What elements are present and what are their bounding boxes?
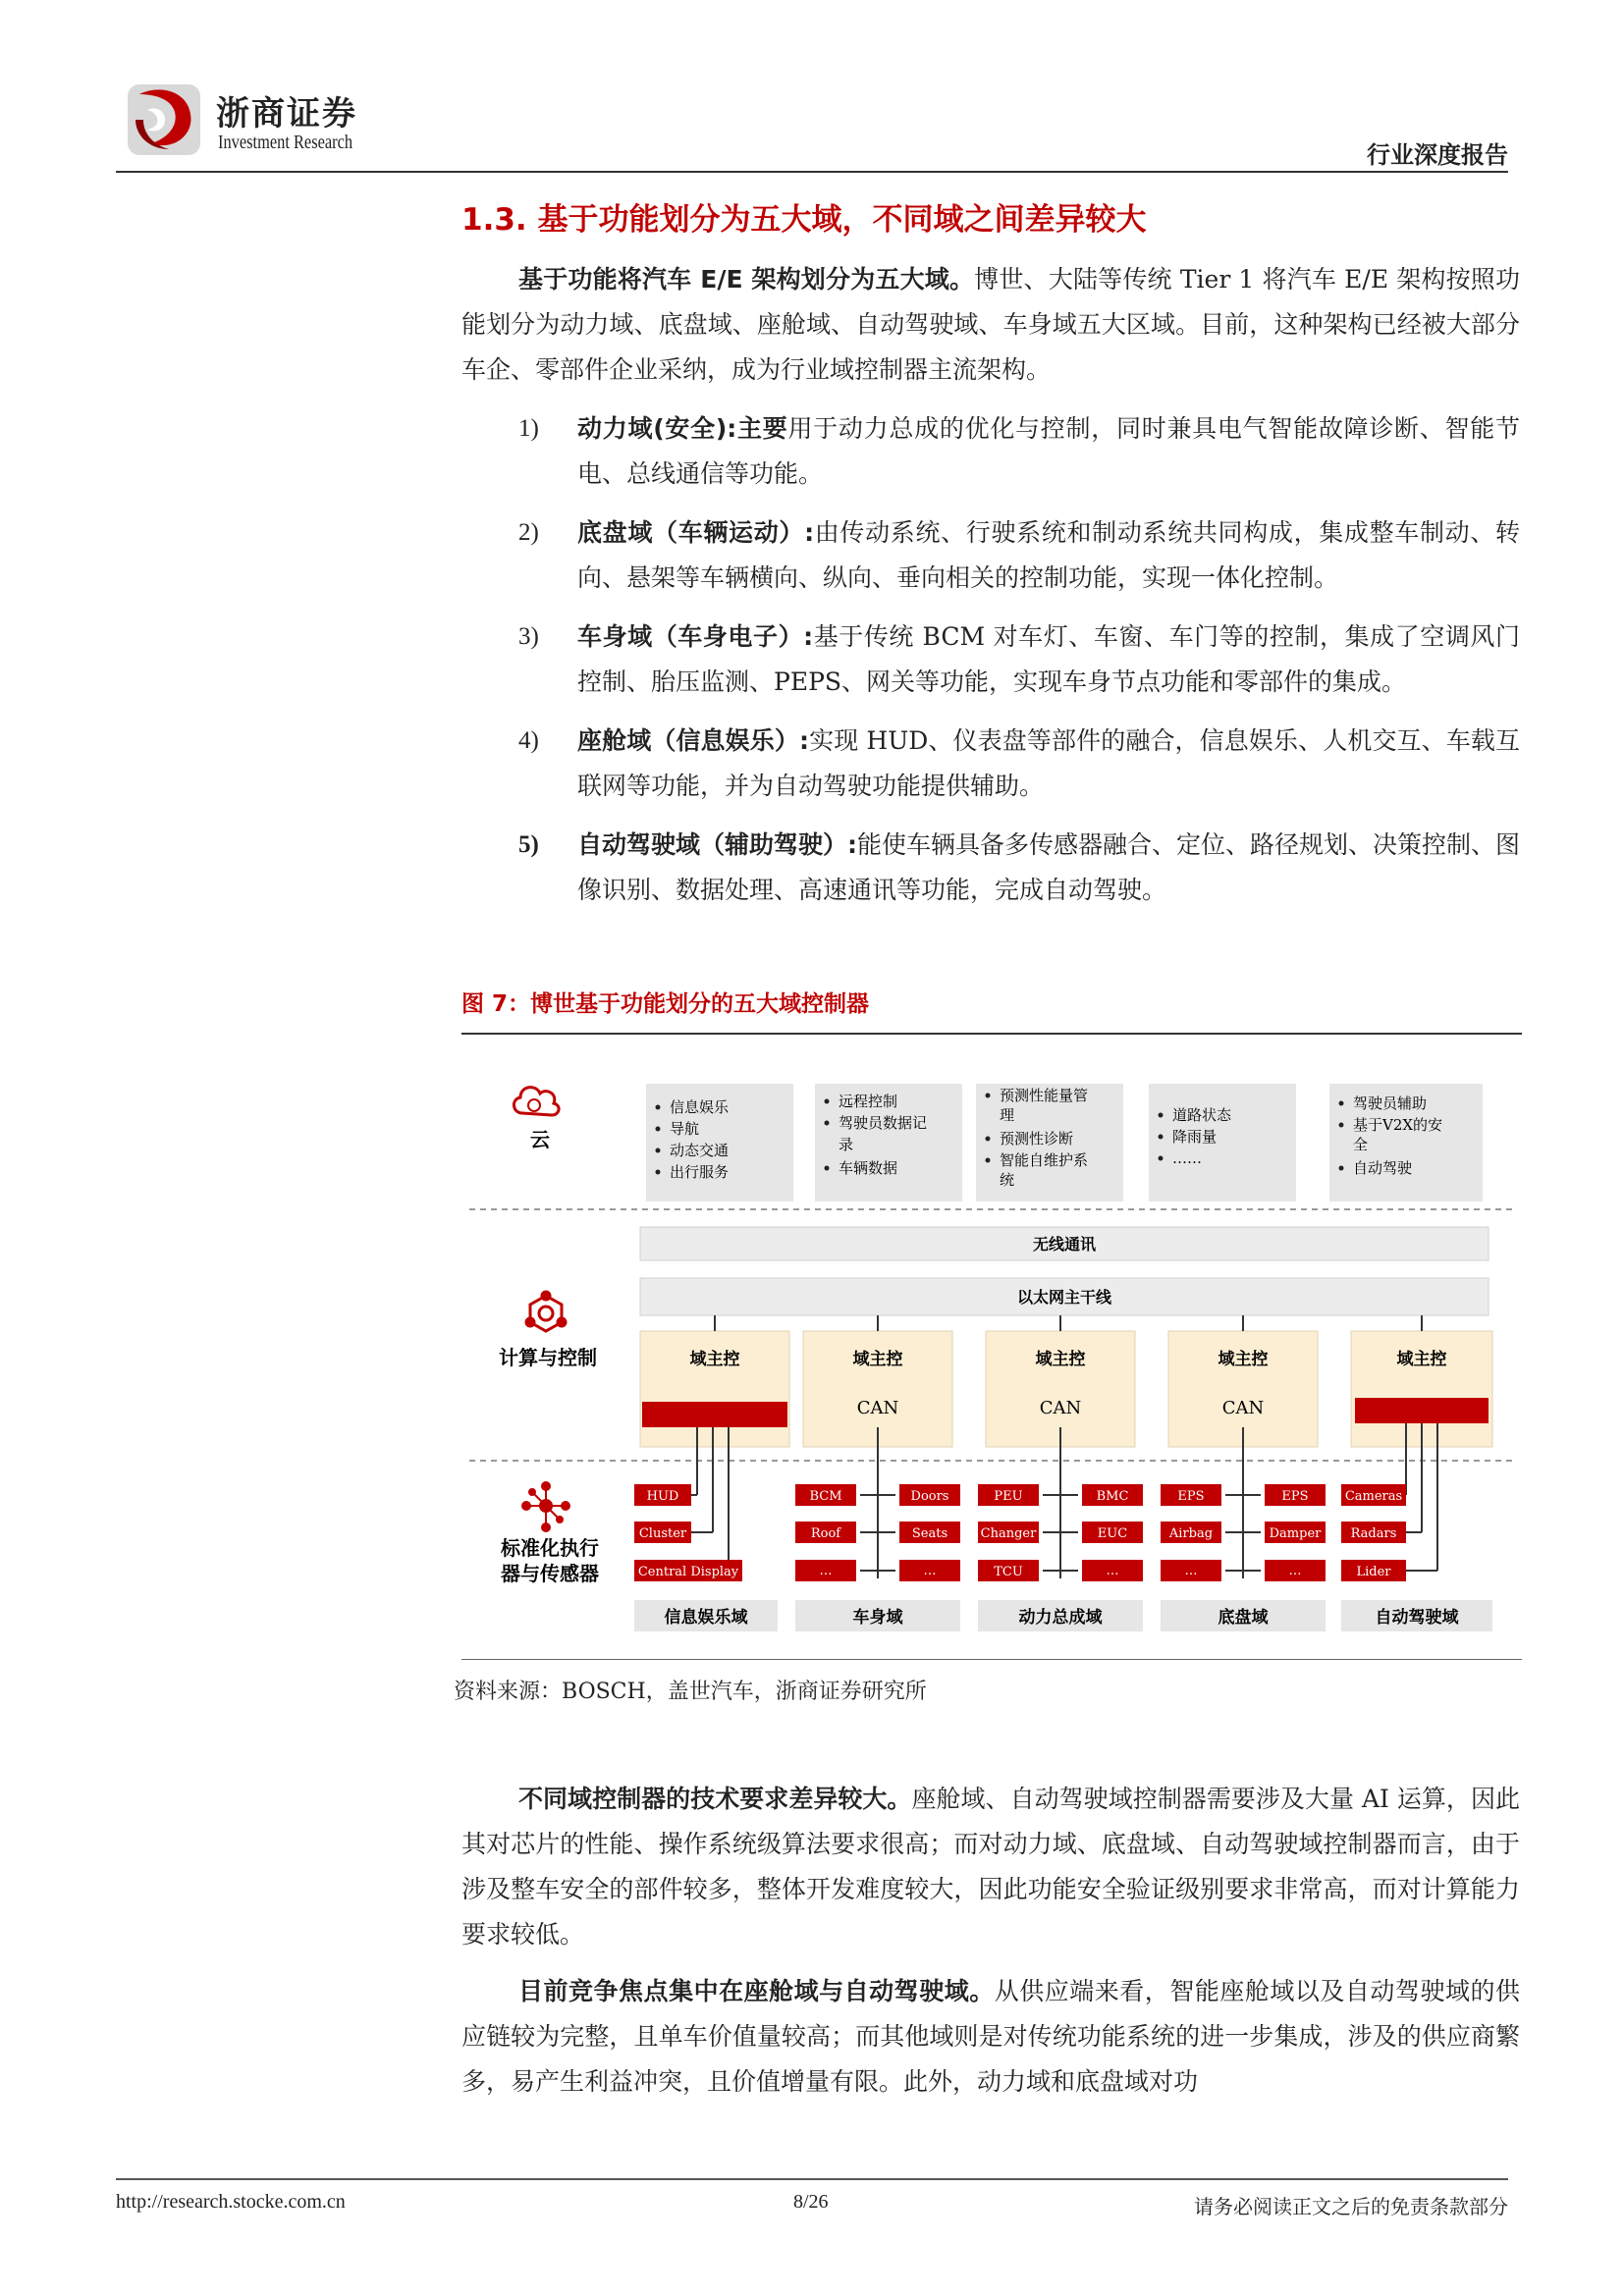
device-label: Roof	[810, 1526, 841, 1541]
controller-chip	[642, 1402, 787, 1427]
device-label: Changer	[980, 1526, 1037, 1541]
device-label: BMC	[1096, 1489, 1129, 1504]
device-label: EPS	[1177, 1489, 1205, 1504]
cloud-item: ……	[1172, 1149, 1202, 1167]
can-label: CAN	[1039, 1398, 1082, 1418]
cloud-box-5	[1329, 1084, 1483, 1201]
layer-sensors-label-2: 器与传感器	[501, 1562, 599, 1585]
cloud-item: 动态交通	[670, 1142, 730, 1159]
list-number: 2)	[518, 519, 539, 546]
paragraph-3-lead: 目前竞争焦点集中在座舱域与自动驾驶域。	[518, 1977, 995, 2005]
layer-compute-label: 计算与控制	[499, 1346, 597, 1369]
section-title: 1.3. 基于功能划分为五大域，不同域之间差异较大	[461, 202, 1147, 238]
device-label: Doors	[910, 1489, 949, 1504]
cloud-item-wrap: 录	[839, 1136, 854, 1153]
paragraph-3	[461, 1969, 1520, 2105]
device-label: …	[923, 1564, 937, 1578]
intro-lead: 基于功能将汽车 E/E 架构划分为五大域。	[518, 265, 975, 294]
domain-label: 自动驾驶域	[1375, 1608, 1459, 1628]
controller-label: 域主控	[1035, 1350, 1086, 1369]
cloud-item-wrap: 统	[1000, 1171, 1015, 1189]
controller-label: 域主控	[1396, 1350, 1447, 1369]
domain-label: 动力总成域	[1018, 1608, 1103, 1628]
cloud-item: 驾驶员辅助	[1353, 1095, 1428, 1112]
device-label: PEU	[994, 1489, 1023, 1504]
list-text: 用于动力总成的优化与控制，同时兼具电气智能故障诊断、智能节电、总线通信等功能。	[577, 414, 1520, 488]
device-label: Damper	[1269, 1526, 1322, 1541]
device-label: …	[819, 1564, 833, 1578]
device-label: EUC	[1097, 1526, 1128, 1541]
controller-label: 域主控	[852, 1350, 903, 1369]
device-label: …	[1106, 1564, 1119, 1578]
list-text: 能使车辆具备多传感器融合、定位、路径规划、决策控制、图像识别、数据处理、高速通讯等功能，完成自动驾驶。	[577, 830, 1521, 904]
footer-url[interactable]: http://research.stocke.com.cn	[116, 2191, 346, 2213]
controller-infotainment	[640, 1331, 789, 1447]
cloud-item-wrap: 全	[1353, 1136, 1369, 1153]
device-label: …	[1288, 1564, 1302, 1578]
device-label: HUD	[646, 1489, 679, 1504]
can-label: CAN	[1221, 1398, 1265, 1418]
cloud-item: 自动驾驶	[1353, 1159, 1413, 1177]
list-lead: 自动驾驶域（辅助驾驶）:	[577, 830, 857, 859]
controller-chip	[1355, 1398, 1489, 1423]
controller-label: 域主控	[689, 1350, 740, 1369]
layer-sensors-label-1: 标准化执行	[501, 1536, 599, 1560]
sensor-network-icon	[522, 1482, 569, 1531]
layer-cloud-label: 云	[530, 1128, 550, 1151]
cloud-box-2	[815, 1084, 962, 1201]
paragraph-2-text: 座舱域、自动驾驶域控制器需要涉及大量 AI 运算，因此其对芯片的性能、操作系统级算法要求很高；而对动力域、底盘域、自动驾驶域控制器而言，由于涉及整车安全的部件较多，整体开发难度较大，因此功能安全验证级别要求非常高，而对计算能力要求较低。	[461, 1785, 1520, 1949]
footer-rule	[116, 2178, 1508, 2180]
cloud-box-4	[1149, 1084, 1296, 1201]
report-type: 行业深度报告	[1367, 141, 1508, 169]
logo-cn: 浙商证券	[216, 94, 357, 133]
domain-label: 车身域	[852, 1608, 903, 1628]
domain-label: 信息娱乐域	[664, 1608, 748, 1628]
list-number: 1)	[518, 415, 539, 442]
paragraph-3-text: 从供应端来看，智能座舱域以及自动驾驶域的供应链较为完整，且单车价值量较高；而其他域则是对传统功能系统的进一步集成，涉及的供应商繁多，易产生利益冲突，且价值增量有限。此外，动力域和底盘域对功	[461, 1977, 1520, 2096]
cloud-item: 基于V2X的安	[1353, 1116, 1443, 1134]
figure-top-rule	[461, 1033, 1522, 1035]
device-label: Airbag	[1168, 1526, 1214, 1541]
logo-icon	[126, 80, 204, 157]
list-item	[461, 614, 1520, 705]
wireless-label: 无线通讯	[1032, 1235, 1097, 1254]
domain-label: 底盘域	[1218, 1608, 1269, 1628]
list-number: 5)	[518, 831, 539, 858]
can-label: CAN	[856, 1398, 899, 1418]
list-lead: 座舱域（信息娱乐）:	[577, 726, 810, 755]
chip-network-icon	[526, 1292, 566, 1331]
cloud-item: 远程控制	[839, 1093, 898, 1110]
intro-paragraph	[461, 257, 1520, 393]
device-label: Lider	[1356, 1565, 1391, 1579]
page-number: 8/26	[793, 2191, 829, 2213]
list-lead: 车身域（车身电子）:	[577, 622, 814, 651]
list-lead: 动力域(安全):主要	[577, 414, 788, 443]
device-label: Cameras	[1344, 1489, 1403, 1504]
domain-architecture-diagram	[461, 1041, 1522, 1649]
list-item	[461, 510, 1520, 601]
cloud-box-1	[646, 1084, 793, 1201]
cloud-item: 驾驶员数据记	[839, 1114, 928, 1132]
cloud-item: 出行服务	[670, 1163, 730, 1181]
device-label: Radars	[1350, 1526, 1397, 1541]
device-label: EPS	[1281, 1489, 1309, 1504]
list-lead: 底盘域（车辆运动）:	[577, 518, 815, 547]
controller-label: 域主控	[1218, 1350, 1269, 1369]
cloud-icon	[514, 1088, 559, 1115]
footer-disclaimer: 请务必阅读正文之后的免责条款部分	[1194, 2195, 1508, 2218]
cloud-item: 道路状态	[1172, 1106, 1232, 1124]
figure-source: 资料来源：BOSCH，盖世汽车，浙商证券研究所	[454, 1680, 927, 1704]
cloud-item: 车辆数据	[839, 1159, 898, 1177]
list-text: 实现 HUD、仪表盘等部件的融合，信息娱乐、人机交互、车载互联网等功能，并为自动驾驶功能提供辅助。	[577, 726, 1521, 800]
list-item	[461, 823, 1520, 913]
list-item	[461, 406, 1520, 497]
cloud-item: 导航	[670, 1120, 700, 1138]
device-label: TCU	[994, 1565, 1023, 1579]
ethernet-label: 以太网主干线	[1016, 1288, 1112, 1307]
intro-text: 博世、大陆等传统 Tier 1 将汽车 E/E 架构按照功能划分为动力域、底盘域、座舱域、自动驾驶域、车身域五大区域。目前，这种架构已经被大部分车企、零部件企业采纳，成为行业域控制器主流架构。	[461, 265, 1520, 384]
device-label: …	[1184, 1564, 1198, 1578]
paragraph-2-lead: 不同域控制器的技术要求差异较大。	[518, 1785, 912, 1813]
company-logo	[126, 80, 361, 159]
list-number: 3)	[518, 623, 539, 650]
cloud-item: 信息娱乐	[670, 1098, 730, 1116]
device-label: BCM	[809, 1489, 842, 1504]
list-item	[461, 719, 1520, 809]
list-text: 由传动系统、行驶系统和制动系统共同构成，集成整车制动、转向、悬架等车辆横向、纵向、垂向相关的控制功能，实现一体化控制。	[577, 518, 1520, 592]
figure-title: 图 7：博世基于功能划分的五大域控制器	[461, 991, 870, 1017]
list-text: 基于传统 BCM 对车灯、车窗、车门等的控制，集成了空调风门控制、胎压监测、PEPS、网关等功能，实现车身节点功能和零部件的集成。	[577, 622, 1520, 696]
cloud-box-3	[976, 1084, 1123, 1201]
header-rule	[116, 171, 1508, 173]
list-number: 4)	[518, 727, 539, 754]
cloud-item: 智能自维护系	[1000, 1151, 1089, 1169]
figure-bottom-rule	[461, 1659, 1522, 1660]
paragraph-2	[461, 1777, 1520, 1957]
cloud-item-wrap: 理	[1000, 1106, 1015, 1124]
domain-list	[461, 406, 1520, 927]
cloud-item: 预测性能量管	[1000, 1087, 1089, 1104]
logo-en: Investment Research	[218, 132, 353, 153]
cloud-item: 降雨量	[1172, 1128, 1218, 1146]
cloud-item: 预测性诊断	[1000, 1130, 1074, 1148]
device-label: Cluster	[638, 1526, 687, 1541]
device-label: Central Display	[637, 1565, 739, 1579]
device-label: Seats	[911, 1526, 948, 1541]
